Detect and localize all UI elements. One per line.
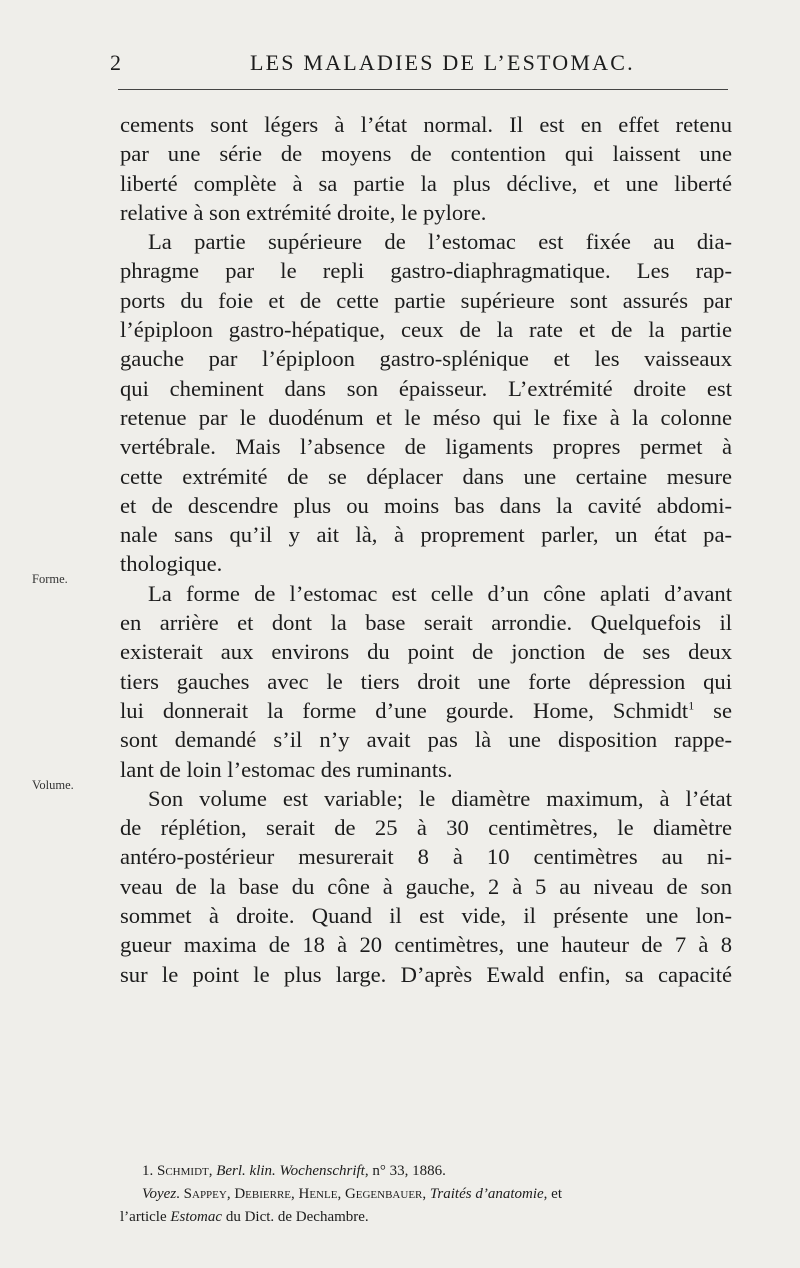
text-line: lant de loin l’estomac des ruminants. xyxy=(120,756,453,782)
text-fragment: se xyxy=(694,697,732,723)
text-line: cette extrémité de se déplacer dans une certaine mesure xyxy=(120,463,732,489)
text-line: La forme de l’estomac est celle d’un cône aplati d’avant xyxy=(148,580,732,606)
text-line: existerait aux environs du point de jonction de ses deux xyxy=(120,639,732,665)
text-line: gauche par l’épiploon gastro-splénique et les vaisseaux xyxy=(120,346,732,372)
text-line: tiers gauches avec le tiers droit une forte dépression qui xyxy=(120,668,732,694)
footnote-separator: , xyxy=(422,1186,430,1202)
footnote-detail: , n° 33, 1886. xyxy=(364,1163,446,1179)
footnote-detail: du Dict. de Dechambre. xyxy=(222,1209,369,1225)
running-title: LES MALADIES DE L’ESTOMAC. xyxy=(250,50,635,75)
text-line: relative à son extrémité droite, le pylore. xyxy=(120,199,487,225)
text-line: La partie supérieure de l’estomac est fixée au dia- xyxy=(148,229,732,255)
page-number: 2 xyxy=(110,50,124,75)
text-line: retenue par le duodénum et le méso qui le fixe à la colonne xyxy=(120,404,732,430)
text-fragment: lui donnerait la forme d’une gourde. Home, Schmidt xyxy=(120,697,689,723)
text-line: ports du foie et de cette partie supérieure sont assurés par xyxy=(120,287,732,313)
footnote-journal: Berl. klin. Wochenschrift xyxy=(216,1163,365,1179)
footnote-2 xyxy=(120,1183,732,1206)
footnotes xyxy=(120,1160,732,1229)
text-line: liberté complète à sa partie la plus déclive, et une liberté xyxy=(120,170,732,196)
text-line: sur le point le plus large. D’après Ewald enfin, sa capacité xyxy=(120,961,732,987)
text-line: sommet à droite. Quand il est vide, il présente une lon- xyxy=(120,903,732,929)
text-line: et de descendre plus ou moins bas dans la cavité abdomi- xyxy=(120,492,732,518)
footnote-article-title: Estomac xyxy=(170,1209,223,1225)
text-line: par une série de moyens de contention qui laissent une xyxy=(120,141,732,167)
text-line: en arrière et dont la base serait arrondie. Quelquefois il xyxy=(120,610,732,636)
running-head xyxy=(110,50,730,78)
footnote-separator: , xyxy=(208,1163,217,1179)
footnote-1 xyxy=(120,1160,732,1183)
text-line: thologique. xyxy=(120,551,223,577)
footnote-separator: . xyxy=(176,1186,184,1202)
footnote-number: 1. xyxy=(142,1163,157,1179)
text-line: l’épiploon gastro-hépatique, ceux de la rate et de la partie xyxy=(120,317,732,343)
margin-note-forme: Forme. xyxy=(32,572,68,586)
text-line: nale sans qu’il y ait là, à proprement parler, un état pa- xyxy=(120,522,732,548)
text-line: gueur maxima de 18 à 20 centimètres, une hauteur de 7 à 8 xyxy=(120,932,732,958)
text-line: qui cheminent dans son épaisseur. L’extrémité droite est xyxy=(120,375,732,401)
text-line: veau de la base du cône à gauche, 2 à 5 au niveau de son xyxy=(120,873,732,899)
footnote-intro: Voyez xyxy=(142,1186,177,1202)
footnote-detail: l’article xyxy=(120,1209,171,1225)
text-line: cements sont légers à l’état normal. Il est en effet retenu xyxy=(120,112,732,137)
text-line: de réplétion, serait de 25 à 30 centimètres, le diamètre xyxy=(120,815,732,841)
margin-note-volume: Volume. xyxy=(32,778,74,792)
footnote-work-title: Traités d’anatomie xyxy=(429,1186,544,1202)
text-line: sont demandé s’il n’y avait pas là une disposition rappe- xyxy=(120,727,732,753)
body-text xyxy=(120,110,732,989)
footnote-2-continued xyxy=(120,1206,732,1229)
text-line: phragme par le repli gastro-diaphragmatique. Les rap- xyxy=(120,258,732,284)
footnote-mark: 1 xyxy=(688,698,695,713)
text-line: vertébrale. Mais l’absence de ligaments propres permet à xyxy=(120,434,732,460)
header-rule xyxy=(118,89,728,90)
footnote-authors: Sappey, Debierre, Henle, Gegenbauer xyxy=(183,1186,423,1202)
text-line-with-footnote xyxy=(120,696,732,725)
footnote-author: Schmidt xyxy=(157,1163,209,1179)
text-line: antéro-postérieur mesurerait 8 à 10 centimètres au ni- xyxy=(120,844,732,870)
footnote-detail: , et xyxy=(543,1186,562,1202)
text-line: Son volume est variable; le diamètre maximum, à l’état xyxy=(148,785,732,811)
